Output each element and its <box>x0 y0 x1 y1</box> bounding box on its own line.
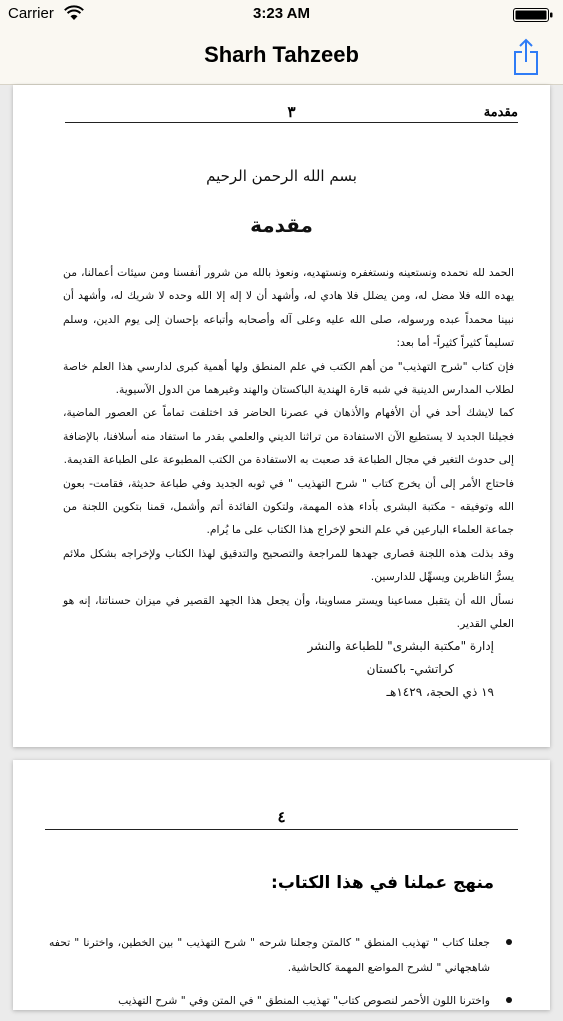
introduction-text <box>63 261 514 636</box>
share-icon[interactable] <box>511 36 541 76</box>
list-item: جعلنا كتاب " تهذيب المنطق " كالمتن وجعلنا شرحه " شرح التهذيب " بين الخطين، واخترنا " تحفه شاهجهاني " لشرح المواضع المهمة كالحاشية. <box>49 930 490 980</box>
battery-icon <box>513 8 553 22</box>
paragraph: فإن كتاب "شرح التهذيب" من أهم الكتب في علم المنطق ولها أهمية كبرى لدارسي هذا العلم خاصة لطلاب المدارس الدينية في شبه قارة الهندية الباكستان والهند وغيرهما من الدول الآسيوية. <box>63 359 514 397</box>
header-title: مقدمة <box>483 105 518 120</box>
carrier-label: Carrier <box>8 5 54 22</box>
status-time: 3:23 AM <box>253 5 310 22</box>
page-number: ٣ <box>287 103 296 121</box>
signature-line: كراتشي- باكستان <box>366 662 454 676</box>
page-number: ٤ <box>277 808 286 826</box>
basmala: بسم الله الرحمن الرحيم <box>206 167 357 185</box>
signature-block <box>234 635 494 704</box>
paragraph: نسأل الله أن يتقبل مساعينا ويستر مساوينا، وأن يجعل هذا الجهد القصير في ميزان حسناتنا، إنه هو العلي القدير. <box>63 593 514 631</box>
list-item: واخترنا اللون الأحمر لنصوص كتاب" تهذيب المنطق " في المتن وفي " شرح التهذيب <box>49 988 490 1013</box>
status-bar <box>0 0 563 30</box>
section-heading: منهج عملنا في هذا الكتاب: <box>271 873 494 893</box>
navigation-bar <box>0 30 563 85</box>
nav-title: Sharh Tahzeeb <box>204 42 359 67</box>
book-page-4[interactable] <box>13 760 550 1010</box>
method-list <box>49 930 490 1021</box>
paragraph: فاحتاج الأمر إلى أن يخرج كتاب " شرح التهذيب " في ثوبه الجديد وفي طباعة حديثة، فقامت- بعون الله وتوفيقه - مكتبة البشرى بأداء هذه المهمة، ولتكون الفائدة أتم وأشمل، قمنا بتكوين اللجنة من جماعة العلماء البارعين في علم النحو لإخراج هذا الكتاب على ما يُرام. <box>63 476 514 537</box>
paragraph: كما لايشك أحد في أن الأفهام والأذهان في عصرنا الحاضر قد اختلفت تماماً عن العصور الماضية، فجيلنا الجديد لا يستطيع الآن الاستفادة من تراثنا الديني والعلمي بقدر ما استفاد منه أسلافنا، بالإضافة إلى حدوث التغير في مجال الطباعة قد صعبت به الاستفادة من الكتب المطبوعة على الطباعة القديمة. <box>63 406 514 467</box>
signature-line: إدارة "مكتبة البشرى" للطباعة والنشر <box>307 639 494 653</box>
book-page-3[interactable] <box>13 85 550 747</box>
page-header <box>45 808 518 830</box>
paragraph: الحمد لله نحمده ونستعينه ونستغفره ونستهديه، ونعوذ بالله من شرور أنفسنا ومن سيئات أعمالنا، من يهده الله فلا مضل له، ومن يضلل فلا هادي له، وأشهد أن لا إله إلا الله وحده لا شريك له، وأشهد أن نبينا محمداً عبده ورسوله، صلى الله عليه وعلى آله وأصحابه وأتباعه بإحسان إلى يوم الدين، وسلم تسليماً كثيراً كثيراً- أما بعد: <box>63 266 514 350</box>
page-header <box>65 103 518 123</box>
page-heading: مقدمة <box>250 213 313 237</box>
signature-line: ١٩ ذي الحجة، ١٤٢٩هـ <box>386 685 494 699</box>
paragraph: وقد بذلت هذه اللجنة قصارى جهدها للمراجعة والتصحيح والتدقيق لهذا الكتاب ولإخراجه بشكل ملائم يسرُّ الناظرين ويسهِّل للدارسين. <box>63 546 514 584</box>
